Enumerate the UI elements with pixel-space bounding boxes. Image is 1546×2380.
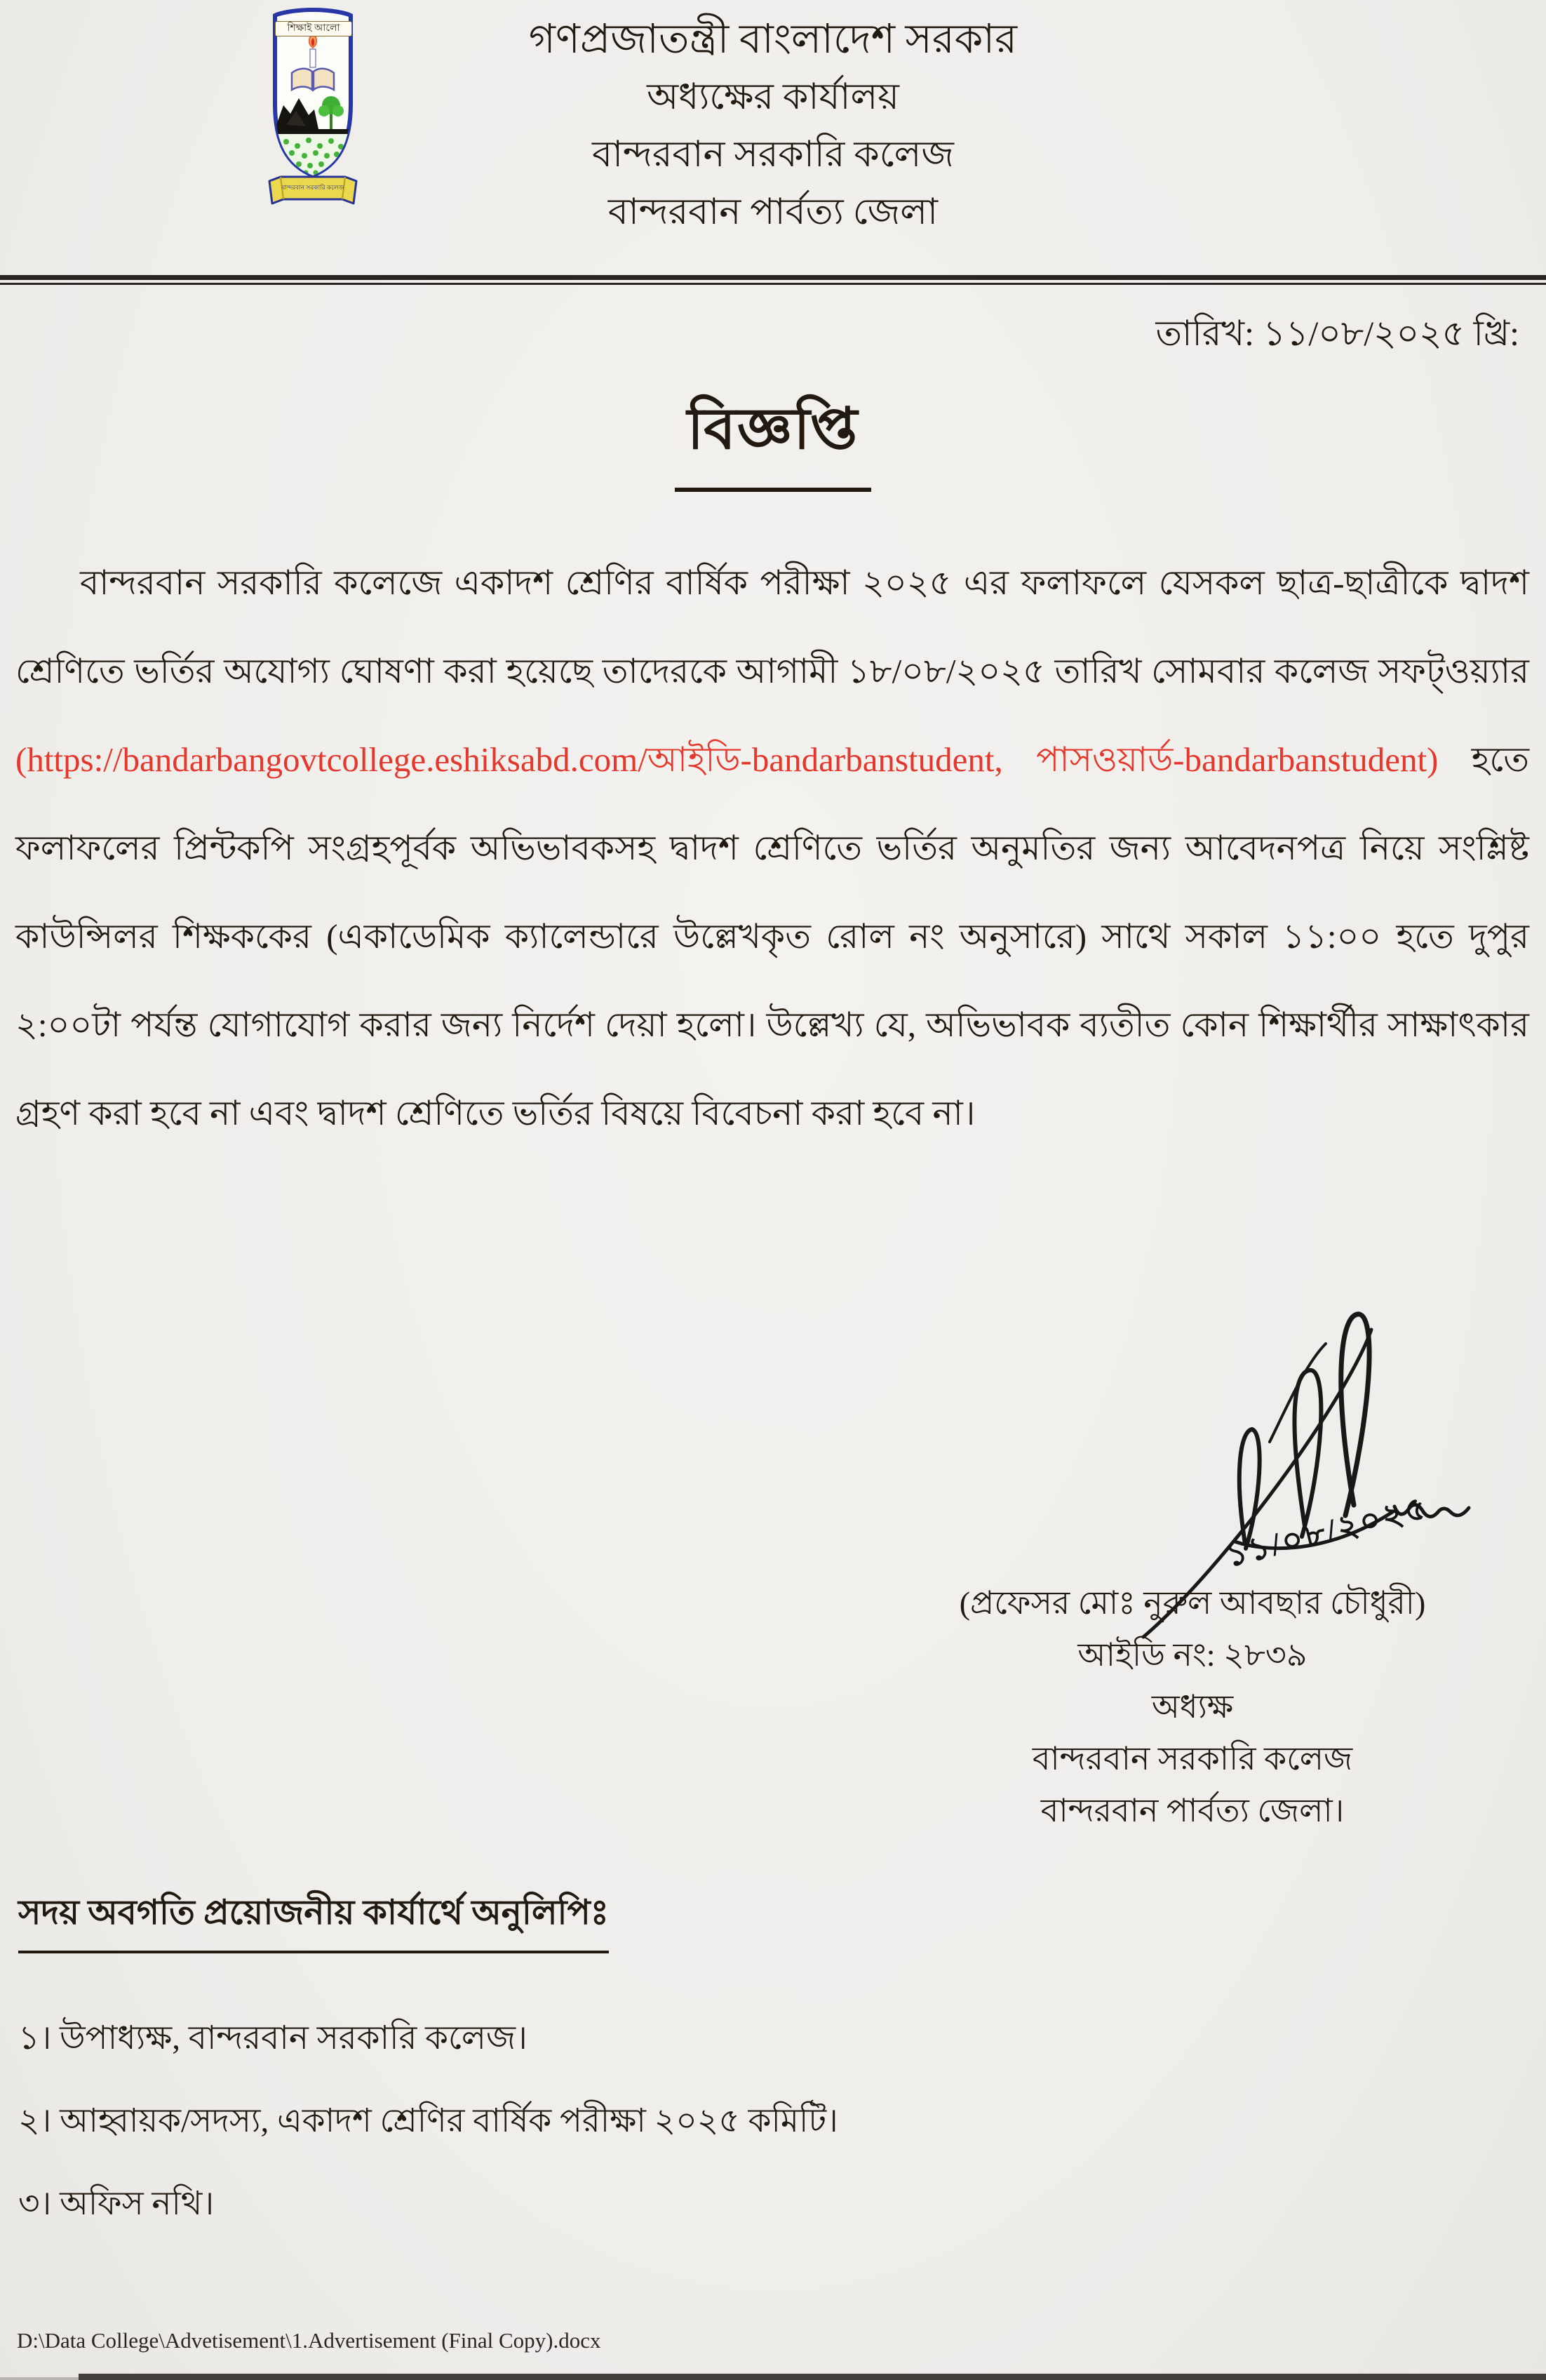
date-line: তারিখ: ১১/০৮/২০২৫ খ্রি: <box>1155 314 1519 353</box>
notice-body-paragraph <box>15 539 1529 1158</box>
signatory-college: বান্দরবান সরকারি কলেজ <box>1032 1741 1353 1777</box>
signatory-district: বান্দরবান পার্বত্য জেলা। <box>1040 1793 1345 1829</box>
body-segment-before-url: বান্দরবান সরকারি কলেজে একাদশ শ্রেণির বার্ষিক পরীক্ষা ২০২৫ এর ফলাফলে যেসকল ছাত্র-ছাত্রীকে দ্বাদশ শ্রেণিতে ভর্তির অযোগ্য ঘোষণা করা হয়েছে তাদেরকে আগামী ১৮/০৮/২০২৫ তারিখ সোমবার কলেজ সফট্ওয়্যার <box>15 563 1529 690</box>
signatory-name: (প্রফেসর মোঃ নুরুল আবছার চৌধুরী) <box>959 1585 1426 1621</box>
signature-handwritten-date: ১১/০৮/২০২৫ <box>1222 1489 1432 1574</box>
scan-edge-artifact <box>79 2374 1546 2380</box>
scan-edge-artifact-light <box>0 2377 79 2380</box>
signatory-id: আইডি নং: ২৮৩৯ <box>1077 1637 1308 1673</box>
letterhead-office-line: অধ্যক্ষের কার্যালয় <box>647 77 899 117</box>
logo-ribbon-text: বান্দরবান সরকারি কলেজ <box>281 184 344 191</box>
letterhead <box>0 10 1546 241</box>
portal-url-text: (https://bandarbangovtcollege.eshiksabd.com/আইডি-bandarbanstudent, পাসওয়ার্ড-bandarbanstudent) <box>15 740 1439 779</box>
distribution-item: ৩। অফিস নথি। <box>18 2186 215 2222</box>
letterhead-government-line: গণপ্রজাতন্ত্রী বাংলাদেশ সরকার <box>528 16 1018 62</box>
letterhead-college-line: বান্দরবান সরকারি কলেজ <box>592 135 954 175</box>
signatory-designation: অধ্যক্ষ <box>1151 1689 1234 1725</box>
distribution-section <box>18 1886 838 2265</box>
document-file-path: D:\Data College\Advetisement\1.Advertisement (Final Copy).docx <box>17 2328 601 2353</box>
letterhead-divider <box>0 275 1546 285</box>
distribution-heading: সদয় অবগতি প্রয়োজনীয় কার্যার্থে অনুলিপিঃ <box>18 1886 609 1953</box>
distribution-list <box>18 2017 838 2226</box>
title-wrap <box>0 385 1546 492</box>
notice-title: বিজ্ঞপ্তি <box>675 385 871 492</box>
distribution-item: ১। উপাধ্যক্ষ, বান্দরবান সরকারি কলেজ। <box>18 2020 527 2057</box>
signature-block <box>912 1577 1473 1837</box>
letterhead-district-line: বান্দরবান পার্বত্য জেলা <box>607 192 939 232</box>
body-segment-after-url: হতে ফলাফলের প্রিন্টকপি সংগ্রহপূর্বক অভিভাবকসহ দ্বাদশ শ্রেণিতে ভর্তির অনুমতির জন্য আবেদনপত্র নিয়ে সংশ্লিষ্ট কাউন্সিলর শিক্ষককের (একাডেমিক ক্যালেন্ডারে উল্লেখকৃত রোল নং অনুসারে) সাথে সকাল ১১:০০ হতে দুপুর ২:০০টা পর্যন্ত যোগাযোগ করার জন্য নির্দেশ দেয়া হলো। উল্লেখ্য যে, অভিভাবক ব্যতীত কোন শিক্ষার্থীর সাক্ষাৎকার গ্রহণ করা হবে না এবং দ্বাদশ শ্রেণিতে ভর্তির বিষয়ে বিবেচনা করা হবে না। <box>15 740 1529 1132</box>
logo-motto-text: শিক্ষাই আলো <box>275 21 352 36</box>
distribution-item: ২। আহ্বায়ক/সদস্য, একাদশ শ্রেণির বার্ষিক পরীক্ষা ২০২৫ কমিটি। <box>18 2103 838 2139</box>
